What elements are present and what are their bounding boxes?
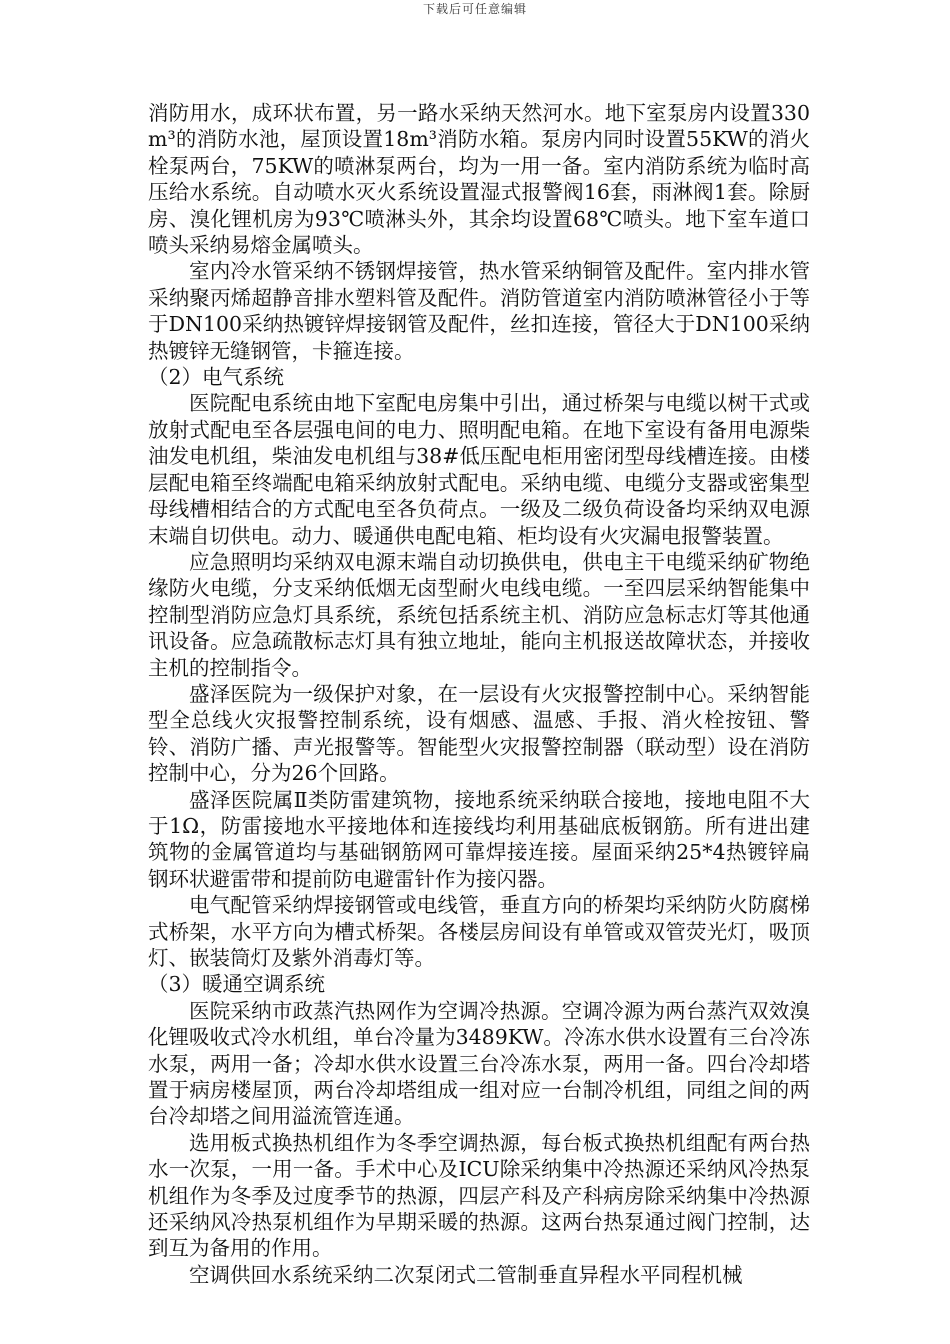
paragraph-hvac-cooling-source: 医院采纳市政蒸汽热网作为空调冷热源。空调冷源为两台蒸汽双效溴化锂吸收式冷水机组，单台冷量为3489KW。冷冻水供水设置有三台冷冻水泵，两用一备；冷却水供水设置三台冷冻水泵，两用一备。四台冷却塔置于病房楼屋顶，两台冷却塔组成一组对应一台制冷机组，同组之间的两台冷却塔之间用溢流管连通。 xyxy=(148,998,810,1129)
paragraph-power-distribution: 医院配电系统由地下室配电房集中引出，通过桥架与电缆以树干式或放射式配电至各层强电间的电力、照明配电箱。在地下室设有备用电源柴油发电机组，柴油发电机组与38#低压配电柜用密闭型母线槽连接。由楼层配电箱至终端配电箱采纳放射式配电。采纳电缆、电缆分支器或密集型母线槽相结合的方式配电至各负荷点。一级及二级负荷设备均采纳双电源末端自切供电。动力、暖通供电配电箱、柜均设有火灾漏电报警装置。 xyxy=(148,391,810,548)
page-header-note: 下载后可任意编辑 xyxy=(422,2,527,16)
paragraph-emergency-lighting: 应急照明均采纳双电源末端自动切换供电，供电主干电缆采纳矿物绝缘防火电缆，分支采纳低烟无卤型耐火电线电缆。一至四层采纳智能集中控制型消防应急灯具系统，系统包括系统主机、消防应急标志灯等其他通讯设备。应急疏散标志灯具有独立地址，能向主机报送故障状态，并接收主机的控制指令。 xyxy=(148,549,810,680)
paragraph-fire-water-continued: 消防用水，成环状布置，另一路水采纳天然河水。地下室泵房内设置330m³的消防水池，屋顶设置18m³消防水箱。泵房内同时设置55KW的消火栓泵两台，75KW的喷淋泵两台，均为一用一备。室内消防系统为临时高压给水系统。自动喷水灭火系统设置湿式报警阀16套，雨淋阀1套。除厨房、溴化锂机房为93℃喷淋头外，其余均设置68℃喷头。地下室车道口喷头采纳易熔金属喷头。 xyxy=(148,101,810,258)
paragraph-fire-alarm: 盛泽医院为一级保护对象，在一层设有火灾报警控制中心。采纳智能型全总线火灾报警控制系统，设有烟感、温感、手报、消火栓按钮、警铃、消防广播、声光报警等。智能型火灾报警控制器（联动型）设在消防控制中心，分为26个回路。 xyxy=(148,681,810,786)
paragraph-hvac-water-system: 空调供回水系统采纳二次泵闭式二管制垂直异程水平同程机械 xyxy=(189,1262,743,1287)
paragraph-electrical-conduit: 电气配管采纳焊接钢管或电线管，垂直方向的桥架均采纳防火防腐梯式桥架，水平方向为槽式桥架。各楼层房间设有单管或双管荧光灯，吸顶灯、嵌装筒灯及紫外消毒灯等。 xyxy=(148,893,810,970)
paragraph-hvac-heating-source: 选用板式换热机组作为冬季空调热源，每台板式换热机组配有两台热水一次泵，一用一备。手术中心及ICU除采纳集中冷热源还采纳风冷热泵机组作为冬季及过度季节的热源，四层产科及产科病房除采纳集中冷热源还采纳风冷热泵机组作为早期采暖的热源。这两台热泵通过阀门控制，达到互为备用的作用。 xyxy=(148,1130,810,1261)
paragraph-lightning-protection: 盛泽医院属Ⅱ类防雷建筑物，接地系统采纳联合接地，接地电阻不大于1Ω，防雷接地水平接地体和连接线均利用基础底板钢筋。所有进出建筑物的金属管道均与基础钢筋网可靠焊接连接。屋面采纳25*4热镀锌扁钢环状避雷带和提前防电避雷针作为接闪器。 xyxy=(148,787,810,891)
document-body xyxy=(148,100,810,1288)
section-heading-electrical: （2）电气系统 xyxy=(148,365,285,390)
paragraph-plumbing-pipes: 室内冷水管采纳不锈钢焊接管，热水管采纳铜管及配件。室内排水管采纳聚丙烯超静音排水塑料管及配件。消防管道室内消防喷淋管径小于等于DN100采纳热镀锌焊接钢管及配件，丝扣连接，管径大于DN100采纳热镀锌无缝钢管，卡箍连接。 xyxy=(148,259,810,363)
section-heading-hvac: （3）暖通空调系统 xyxy=(148,972,326,997)
